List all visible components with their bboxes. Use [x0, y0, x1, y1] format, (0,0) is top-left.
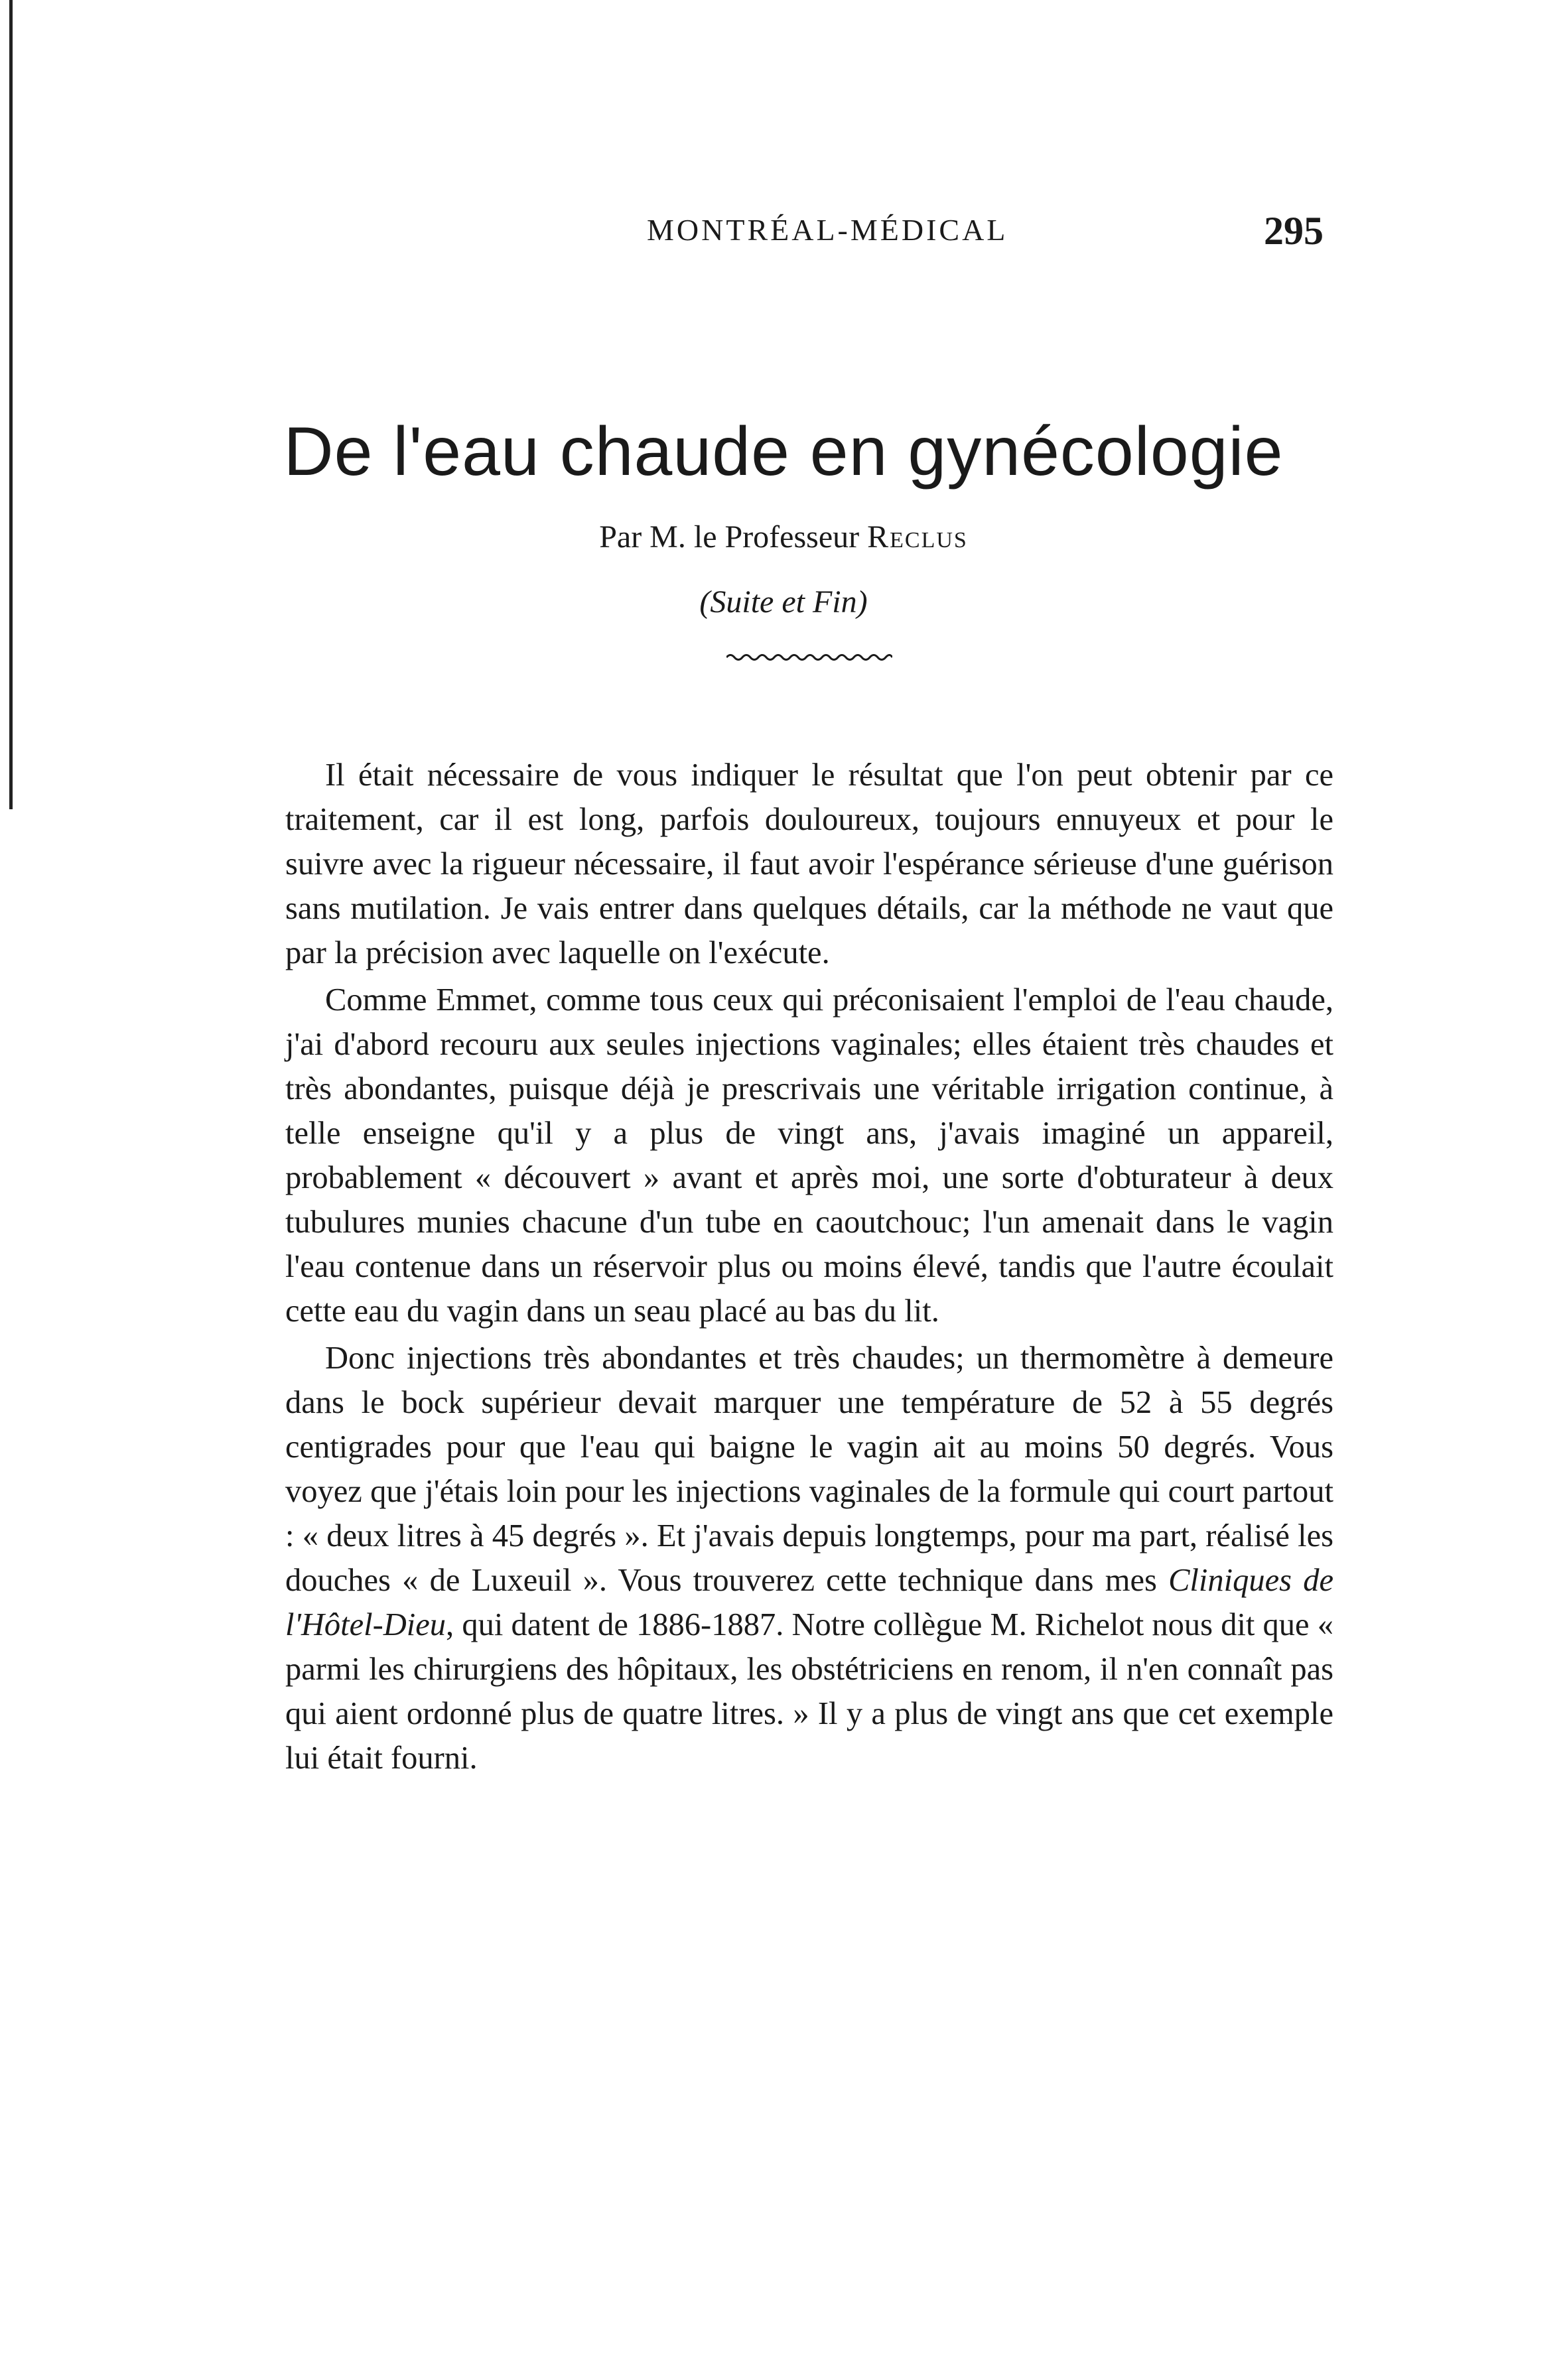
article-title: De l'eau chaude en gynécologie [283, 413, 1284, 490]
paragraph-3-text-before: Donc injections très abondantes et très chaudes; un thermomètre à demeure dans le bock supérieur devait marquer une température de 52 à 55 degrés centigrades pour que l'eau qui baigne le vagin ait au moins 50 degrés. Vous voyez que j'étais loin pour les injections vaginales de la formule qui court partout : « deux litres à 45 degrés ». Et j'avais depuis longtemps, pour ma part, réalisé les douches « de Luxeuil ». Vous trouverez cette technique dans mes [285, 1341, 1333, 1598]
scan-edge-shadow [9, 0, 13, 809]
article-subtitle: (Suite et Fin) [699, 584, 868, 620]
page-number: 295 [1264, 209, 1324, 253]
running-head [0, 209, 1567, 259]
byline [0, 519, 1567, 555]
journal-name: MONTRÉAL-MÉDICAL [647, 213, 1008, 247]
paragraph-3-text-after: , qui datent de 1886-1887. Notre collègue M. Richelot nous dit que « parmi les chirurgiens des hôpitaux, les obstétriciens en renom, il n'en connaît pas qui aient ordonné plus de quatre litres. » Il y a plus de vingt ans que cet exemple lui était fourni. [285, 1607, 1333, 1776]
ornament-rule [726, 651, 892, 663]
article-body [285, 753, 1333, 1783]
author-name: Reclus [867, 519, 968, 555]
byline-prefix: Par M. le Professeur [599, 519, 868, 555]
paragraph-3 [285, 1336, 1333, 1780]
paragraph-1: Il était nécessaire de vous indiquer le résultat que l'on peut obtenir par ce traitement, car il est long, parfois douloureux, toujours ennuyeux et pour le suivre avec la rigueur nécessaire, il faut avoir l'espérance sérieuse d'une guérison sans mutilation. Je vais entrer dans quelques détails, car la méthode ne vaut que par la précision avec laquelle on l'exécute. [285, 758, 1333, 970]
cited-work-title: Cliniques de l'Hôtel-Dieu [285, 1563, 1333, 1642]
paragraph-2: Comme Emmet, comme tous ceux qui préconisaient l'emploi de l'eau chaude, j'ai d'abord recouru aux seules injections vaginales; elles étaient très chaudes et très abondantes, puisque déjà je prescrivais une véritable irrigation continue, à telle enseigne qu'il y a plus de vingt ans, j'avais imaginé un appareil, probablement « découvert » avant et après moi, une sorte d'obturateur à deux tubulures munies chacune d'un tube en caoutchouc; l'un amenait dans le vagin l'eau contenue dans un réservoir plus ou moins élevé, tandis que l'autre écoulait cette eau du vagin dans un seau placé au bas du lit. [285, 982, 1333, 1329]
